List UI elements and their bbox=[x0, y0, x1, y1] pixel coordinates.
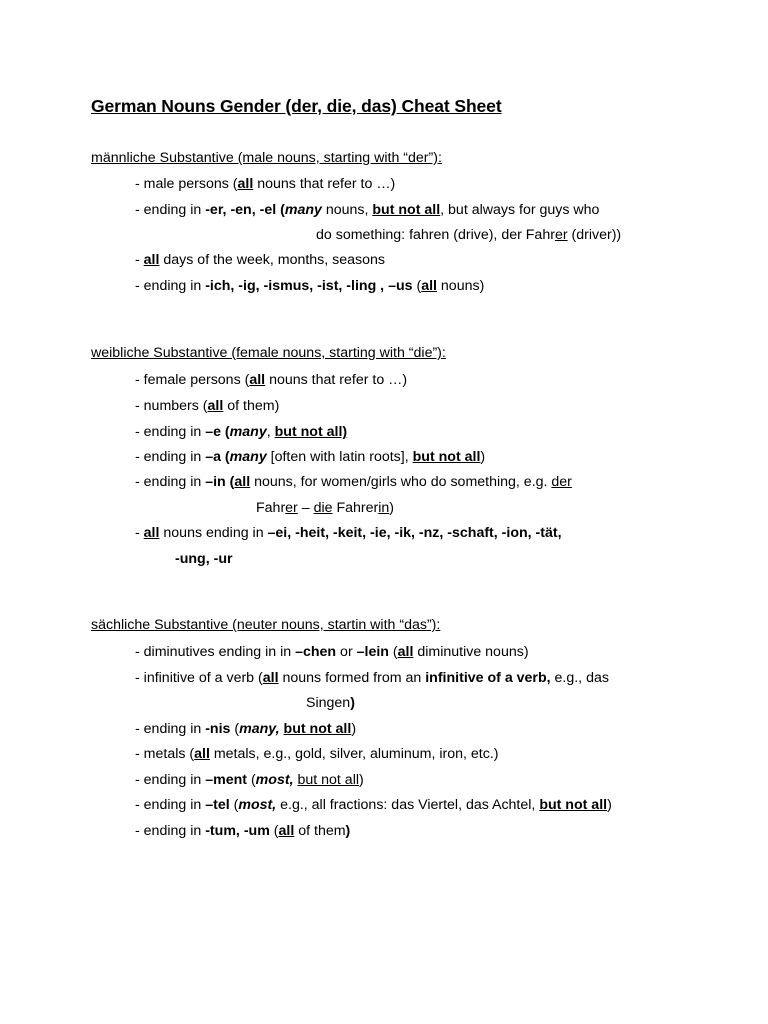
text-segment: all bbox=[194, 746, 210, 762]
text-segment: - ending in bbox=[135, 823, 206, 839]
text-segment: nouns, bbox=[321, 202, 373, 218]
text-segment: all bbox=[421, 278, 437, 294]
text-segment: Fahrer bbox=[332, 500, 379, 516]
text-segment: (driver)) bbox=[567, 227, 622, 243]
section-heading-masculine: männliche Substantive (male nouns, starting with “der”): bbox=[91, 150, 442, 166]
text-segment: nouns formed from an bbox=[278, 670, 426, 686]
text-segment: –tel bbox=[205, 797, 230, 813]
text-segment: all bbox=[143, 252, 160, 268]
text-segment: - diminutives ending in in bbox=[135, 644, 296, 660]
text-segment: do something: fahren (drive), der Fahr bbox=[316, 227, 555, 243]
text-segment: e.g., das bbox=[550, 670, 609, 686]
text-segment: all bbox=[249, 372, 266, 388]
text-segment: –ei, -heit, -keit, -ie, -ik, -nz, -schaft, -ion, -tät, bbox=[267, 525, 562, 541]
text-segment: all bbox=[397, 644, 414, 660]
text-segment: most, bbox=[238, 797, 277, 813]
text-segment: nouns that refer to …) bbox=[265, 372, 408, 388]
masculine-line-2 bbox=[135, 200, 599, 220]
text-segment: all bbox=[278, 823, 295, 839]
neuter-line-2-cont bbox=[306, 693, 355, 713]
text-segment: but not all) bbox=[274, 424, 348, 440]
text-segment: ) bbox=[359, 772, 364, 788]
text-segment: but not all bbox=[297, 772, 359, 788]
text-segment: - ending in bbox=[135, 797, 206, 813]
text-segment: all bbox=[237, 176, 254, 192]
text-segment: - female persons ( bbox=[135, 372, 250, 388]
text-segment: , but always for guys who bbox=[440, 202, 600, 218]
text-segment: Singen bbox=[306, 695, 351, 711]
text-segment: - metals ( bbox=[135, 746, 195, 762]
feminine-line-5 bbox=[135, 472, 572, 492]
text-segment: [often with latin roots], bbox=[266, 449, 413, 465]
masculine-line-2-cont bbox=[316, 225, 621, 245]
text-segment: - ending in bbox=[135, 449, 206, 465]
text-segment: , bbox=[266, 424, 275, 440]
text-segment: but not all bbox=[372, 202, 441, 218]
text-segment: der bbox=[551, 474, 572, 490]
text-segment: ( bbox=[229, 797, 239, 813]
text-segment: ) bbox=[389, 500, 395, 516]
text-segment: - ending in bbox=[135, 772, 206, 788]
text-segment: die bbox=[313, 500, 333, 516]
text-segment: nouns, for women/girls who do something, e.g. bbox=[250, 474, 552, 490]
section-heading-neuter: sächliche Substantive (neuter nouns, startin with “das”): bbox=[91, 617, 441, 633]
neuter-line-7 bbox=[135, 821, 350, 841]
text-segment: ) bbox=[351, 721, 357, 737]
text-segment: –in ( bbox=[205, 474, 235, 490]
text-segment: most, bbox=[255, 772, 294, 788]
text-segment: infinitive of a verb, bbox=[425, 670, 551, 686]
text-segment: e.g., all fractions: das Viertel, das Achtel, bbox=[276, 797, 540, 813]
neuter-line-2 bbox=[135, 668, 609, 688]
masculine-line-4 bbox=[135, 276, 484, 296]
text-segment: metals, e.g., gold, silver, aluminum, iron, etc.) bbox=[209, 746, 499, 762]
text-segment: of them bbox=[294, 823, 346, 839]
text-segment: all bbox=[262, 670, 279, 686]
document-title: German Nouns Gender (der, die, das) Cheat Sheet bbox=[91, 96, 502, 116]
text-segment: –lein bbox=[356, 644, 389, 660]
text-segment: in bbox=[378, 500, 390, 516]
text-segment: ( bbox=[412, 278, 422, 294]
text-segment: - ending in bbox=[135, 278, 206, 294]
text-segment: all bbox=[234, 474, 251, 490]
text-segment: nouns ending in bbox=[159, 525, 268, 541]
neuter-line-6 bbox=[135, 795, 612, 815]
text-segment: –chen bbox=[295, 644, 337, 660]
neuter-line-5 bbox=[135, 770, 364, 790]
text-segment: - ending in bbox=[135, 202, 206, 218]
text-segment: ) bbox=[345, 823, 351, 839]
text-segment: –ment bbox=[205, 772, 247, 788]
text-segment: -er, -en, -el ( bbox=[205, 202, 285, 218]
masculine-line-1 bbox=[135, 174, 395, 194]
section-heading-feminine: weibliche Substantive (female nouns, starting with “die”): bbox=[91, 345, 446, 361]
text-segment: nouns) bbox=[436, 278, 485, 294]
text-segment: ( bbox=[230, 721, 240, 737]
text-segment: –a ( bbox=[205, 449, 230, 465]
feminine-line-6-cont bbox=[175, 549, 233, 569]
neuter-line-4 bbox=[135, 744, 499, 764]
text-segment: - bbox=[135, 525, 144, 541]
text-segment: all bbox=[143, 525, 160, 541]
text-segment: or bbox=[336, 644, 357, 660]
text-segment: many, bbox=[239, 721, 280, 737]
text-segment: er bbox=[554, 227, 568, 243]
text-segment: but not all bbox=[283, 721, 352, 737]
text-segment: diminutive nouns) bbox=[413, 644, 529, 660]
text-segment: - ending in bbox=[135, 474, 206, 490]
text-segment: –e ( bbox=[205, 424, 230, 440]
feminine-line-5-cont bbox=[256, 498, 394, 518]
feminine-line-2 bbox=[135, 396, 279, 416]
text-segment: all bbox=[207, 398, 224, 414]
text-segment: but not all bbox=[412, 449, 481, 465]
text-segment: - ending in bbox=[135, 424, 206, 440]
text-segment: of them) bbox=[223, 398, 280, 414]
feminine-line-6 bbox=[135, 523, 562, 543]
text-segment: ( bbox=[247, 772, 256, 788]
text-segment: but not all bbox=[539, 797, 608, 813]
text-segment: - infinitive of a verb ( bbox=[135, 670, 263, 686]
text-segment: -nis bbox=[205, 721, 231, 737]
text-segment: ( bbox=[388, 644, 398, 660]
text-segment: -ung, -ur bbox=[175, 551, 233, 567]
text-segment: Fahr bbox=[256, 500, 286, 516]
feminine-line-1 bbox=[135, 370, 407, 390]
text-segment: - numbers ( bbox=[135, 398, 208, 414]
text-segment: er bbox=[285, 500, 298, 516]
feminine-line-4 bbox=[135, 447, 485, 467]
text-segment: - ending in bbox=[135, 721, 206, 737]
text-segment: many bbox=[284, 202, 322, 218]
text-segment: – bbox=[297, 500, 314, 516]
text-segment: - male persons ( bbox=[135, 176, 238, 192]
text-segment: nouns that refer to …) bbox=[253, 176, 396, 192]
neuter-line-3 bbox=[135, 719, 356, 739]
feminine-line-3 bbox=[135, 422, 347, 442]
text-segment: ) bbox=[480, 449, 486, 465]
text-segment: -ich, -ig, -ismus, -ist, -ling , –us bbox=[205, 278, 413, 294]
text-segment: days of the week, months, seasons bbox=[159, 252, 385, 268]
text-segment: ) bbox=[350, 695, 355, 711]
text-segment: many bbox=[229, 449, 267, 465]
text-segment: ) bbox=[607, 797, 612, 813]
neuter-line-1 bbox=[135, 642, 529, 662]
text-segment: many bbox=[229, 424, 267, 440]
text-segment: -tum, -um bbox=[205, 823, 270, 839]
masculine-line-3 bbox=[135, 250, 385, 270]
text-segment: - bbox=[135, 252, 144, 268]
text-segment: ( bbox=[269, 823, 279, 839]
